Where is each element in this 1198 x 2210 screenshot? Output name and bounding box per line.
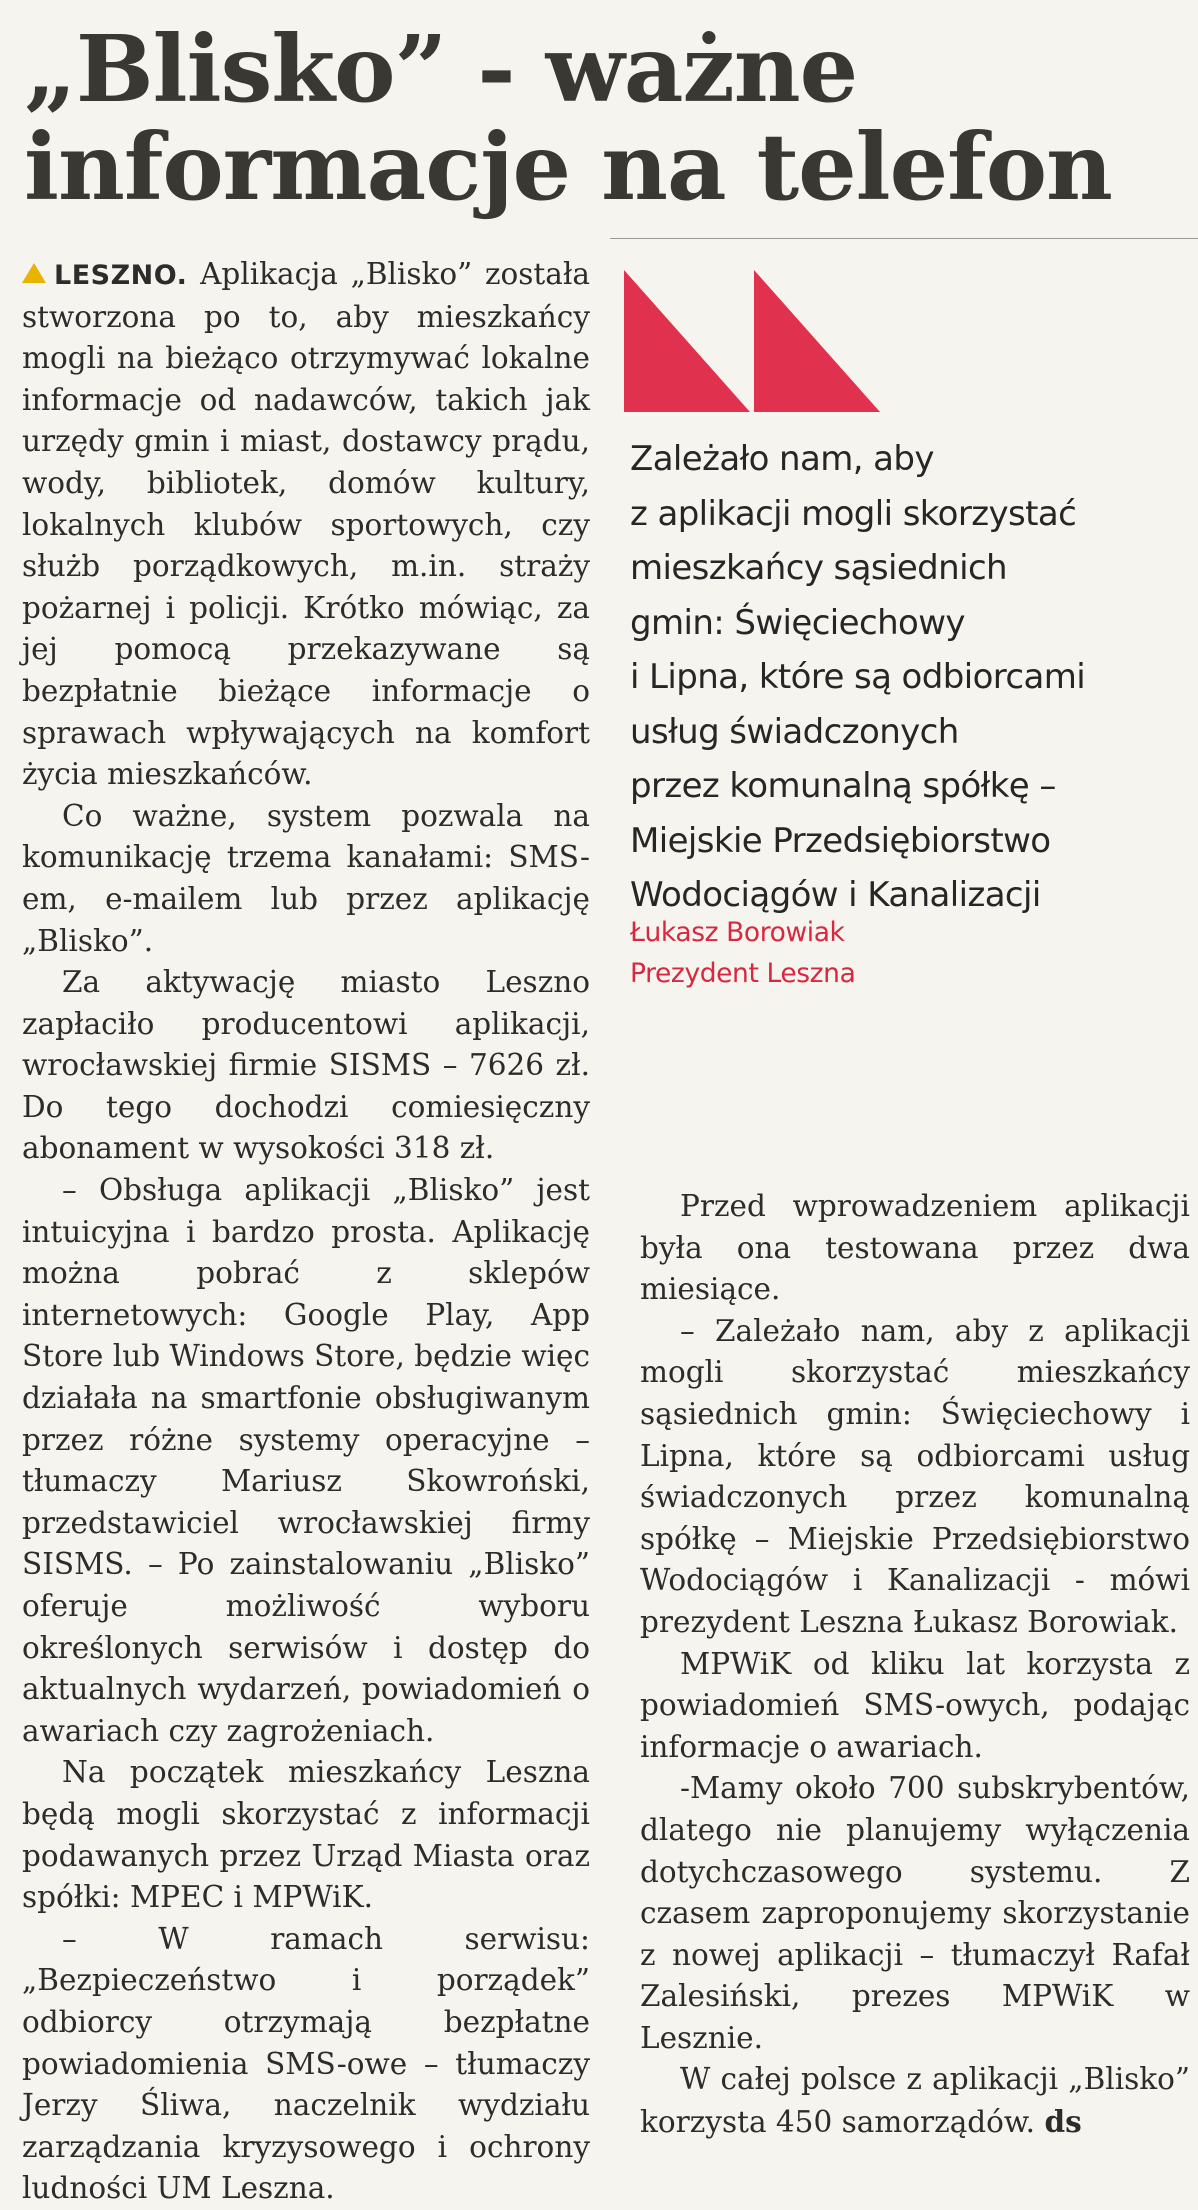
lead-city: LESZNO. [54, 260, 188, 291]
paragraph: MPWiK od kliku lat korzysta z powiadomień SMS-owych, podając informacje o awariach. [640, 1646, 1190, 1764]
pull-quote-line: mieszkańcy sąsiednich [630, 548, 1007, 588]
pull-quote-line: gmin: Święciechowy [630, 602, 965, 643]
quote-mark-right [754, 270, 880, 412]
pull-quote-line: usług świadczonych [630, 711, 959, 752]
pull-quote-line: Miejskie Przedsiębiorstwo [630, 820, 1051, 861]
headline-line-2: informacje na telefon [24, 113, 1112, 221]
quote-author-title: Prezydent Leszna [630, 958, 856, 989]
pull-quote [630, 432, 1190, 923]
paragraph: -Mamy około 700 subskrybentów, dlatego nie planujemy wyłączenia dotychczasowego systemu. Z czasem zaproponujemy skorzystanie z nowej aplikacji – tłumaczył Rafał Zalesiński, prezes MPWiK w Lesznie. [640, 1771, 1190, 2055]
pull-quote-line: i Lipna, które są odbiorcami [630, 657, 1086, 697]
paragraph: Przed wprowadzeniem aplikacji była ona testowana przez dwa miesiące. [640, 1189, 1190, 1307]
closing-text: W całej polsce z aplikacji „Blisko” korzysta 450 samorządów. [640, 2062, 1190, 2140]
paragraph: – Obsługa aplikacji „Blisko” jest intuicyjna i bardzo prosta. Aplikację można pobrać z sklepów internetowych: Google Play, App Store lub Windows Store, będzie więc działała na smartfonie obsługiwanym przez różne systemy operacyjne – tłumaczy Mariusz Skowroński, przedstawiciel wrocławskiej firmy SISMS. – Po zainstalowaniu „Blisko” oferuje możliwość wyboru określonych serwisów i dostęp do aktualnych wydarzeń, powiadomień o awariach czy zagrożeniach. [22, 1173, 590, 1748]
author-signature: ds [1044, 2104, 1082, 2140]
paragraph: Za aktywację miasto Leszno zapłaciło producentowi aplikacji, wrocławskiej firmie SISMS – 7626 zł. Do tego dochodzi comiesięczny abonament w wysokości 318 zł. [22, 965, 590, 1166]
closing-paragraph [640, 2059, 1190, 2143]
quote-author-name: Łukasz Borowiak [630, 917, 845, 948]
column-divider-rule [610, 238, 1198, 239]
lead-triangle-icon [22, 263, 46, 283]
lead-text: Aplikacja „Blisko” została stworzona po to, aby mieszkańcy mogli na bieżąco otrzymywać lokalne informacje od nadawców, takich jak urzędy gmin i miast, dostawcy prądu, wody, bibliotek, domów kultury, lokalnych klubów sportowych, czy służb porządkowych, m.in. straży pożarnej i policji. Krótko mówiąc, za jej pomocą przekazywane są bezpłatnie bieżące informacje o sprawach wpływających na komfort życia mieszkańców. [22, 257, 590, 792]
pull-quote-line: Wodociągów i Kanalizacji [630, 875, 1041, 915]
paragraph: – Zależało nam, aby z aplikacji mogli skorzystać mieszkańcy sąsiednich gmin: Święciechowy i Lipna, które są odbiorcami usług świadczonych przez komunalną spółkę – Miejskie Przedsiębiorstwo Wodociągów i Kanalizacji - mówi prezydent Leszna Łukasz Borowiak. [640, 1313, 1190, 1639]
headline-line-1: „Blisko” - ważne [24, 15, 858, 123]
quote-mark-icon [624, 270, 880, 412]
pull-quote-line: Zależało nam, aby [630, 439, 934, 479]
paragraph: Co ważne, system pozwala na komunikację trzema kanałami: SMS-em, e-mailem lub przez aplikację „Blisko”. [22, 798, 590, 958]
left-column [22, 254, 590, 2210]
paragraph: – W ramach serwisu: „Bezpieczeństwo i porządek” odbiorcy otrzymają bezpłatne powiadomienia SMS-owe – tłumaczy Jerzy Śliwa, naczelnik wydziału zarządzania kryzysowego i ochrony ludności UM Leszna. [22, 1921, 590, 2206]
pull-quote-attribution [630, 912, 1190, 994]
quote-mark-left [624, 270, 750, 412]
pull-quote-line: przez komunalną spółkę – [630, 766, 1056, 806]
right-column [640, 1186, 1190, 2144]
article-headline [24, 15, 1174, 221]
pull-quote-line: z aplikacji mogli skorzystać [630, 493, 1077, 534]
lead-paragraph [22, 254, 590, 796]
paragraph: Na początek mieszkańcy Leszna będą mogli skorzystać z informacji podawanych przez Urząd Miasta oraz spółki: MPEC i MPWiK. [22, 1755, 590, 1915]
